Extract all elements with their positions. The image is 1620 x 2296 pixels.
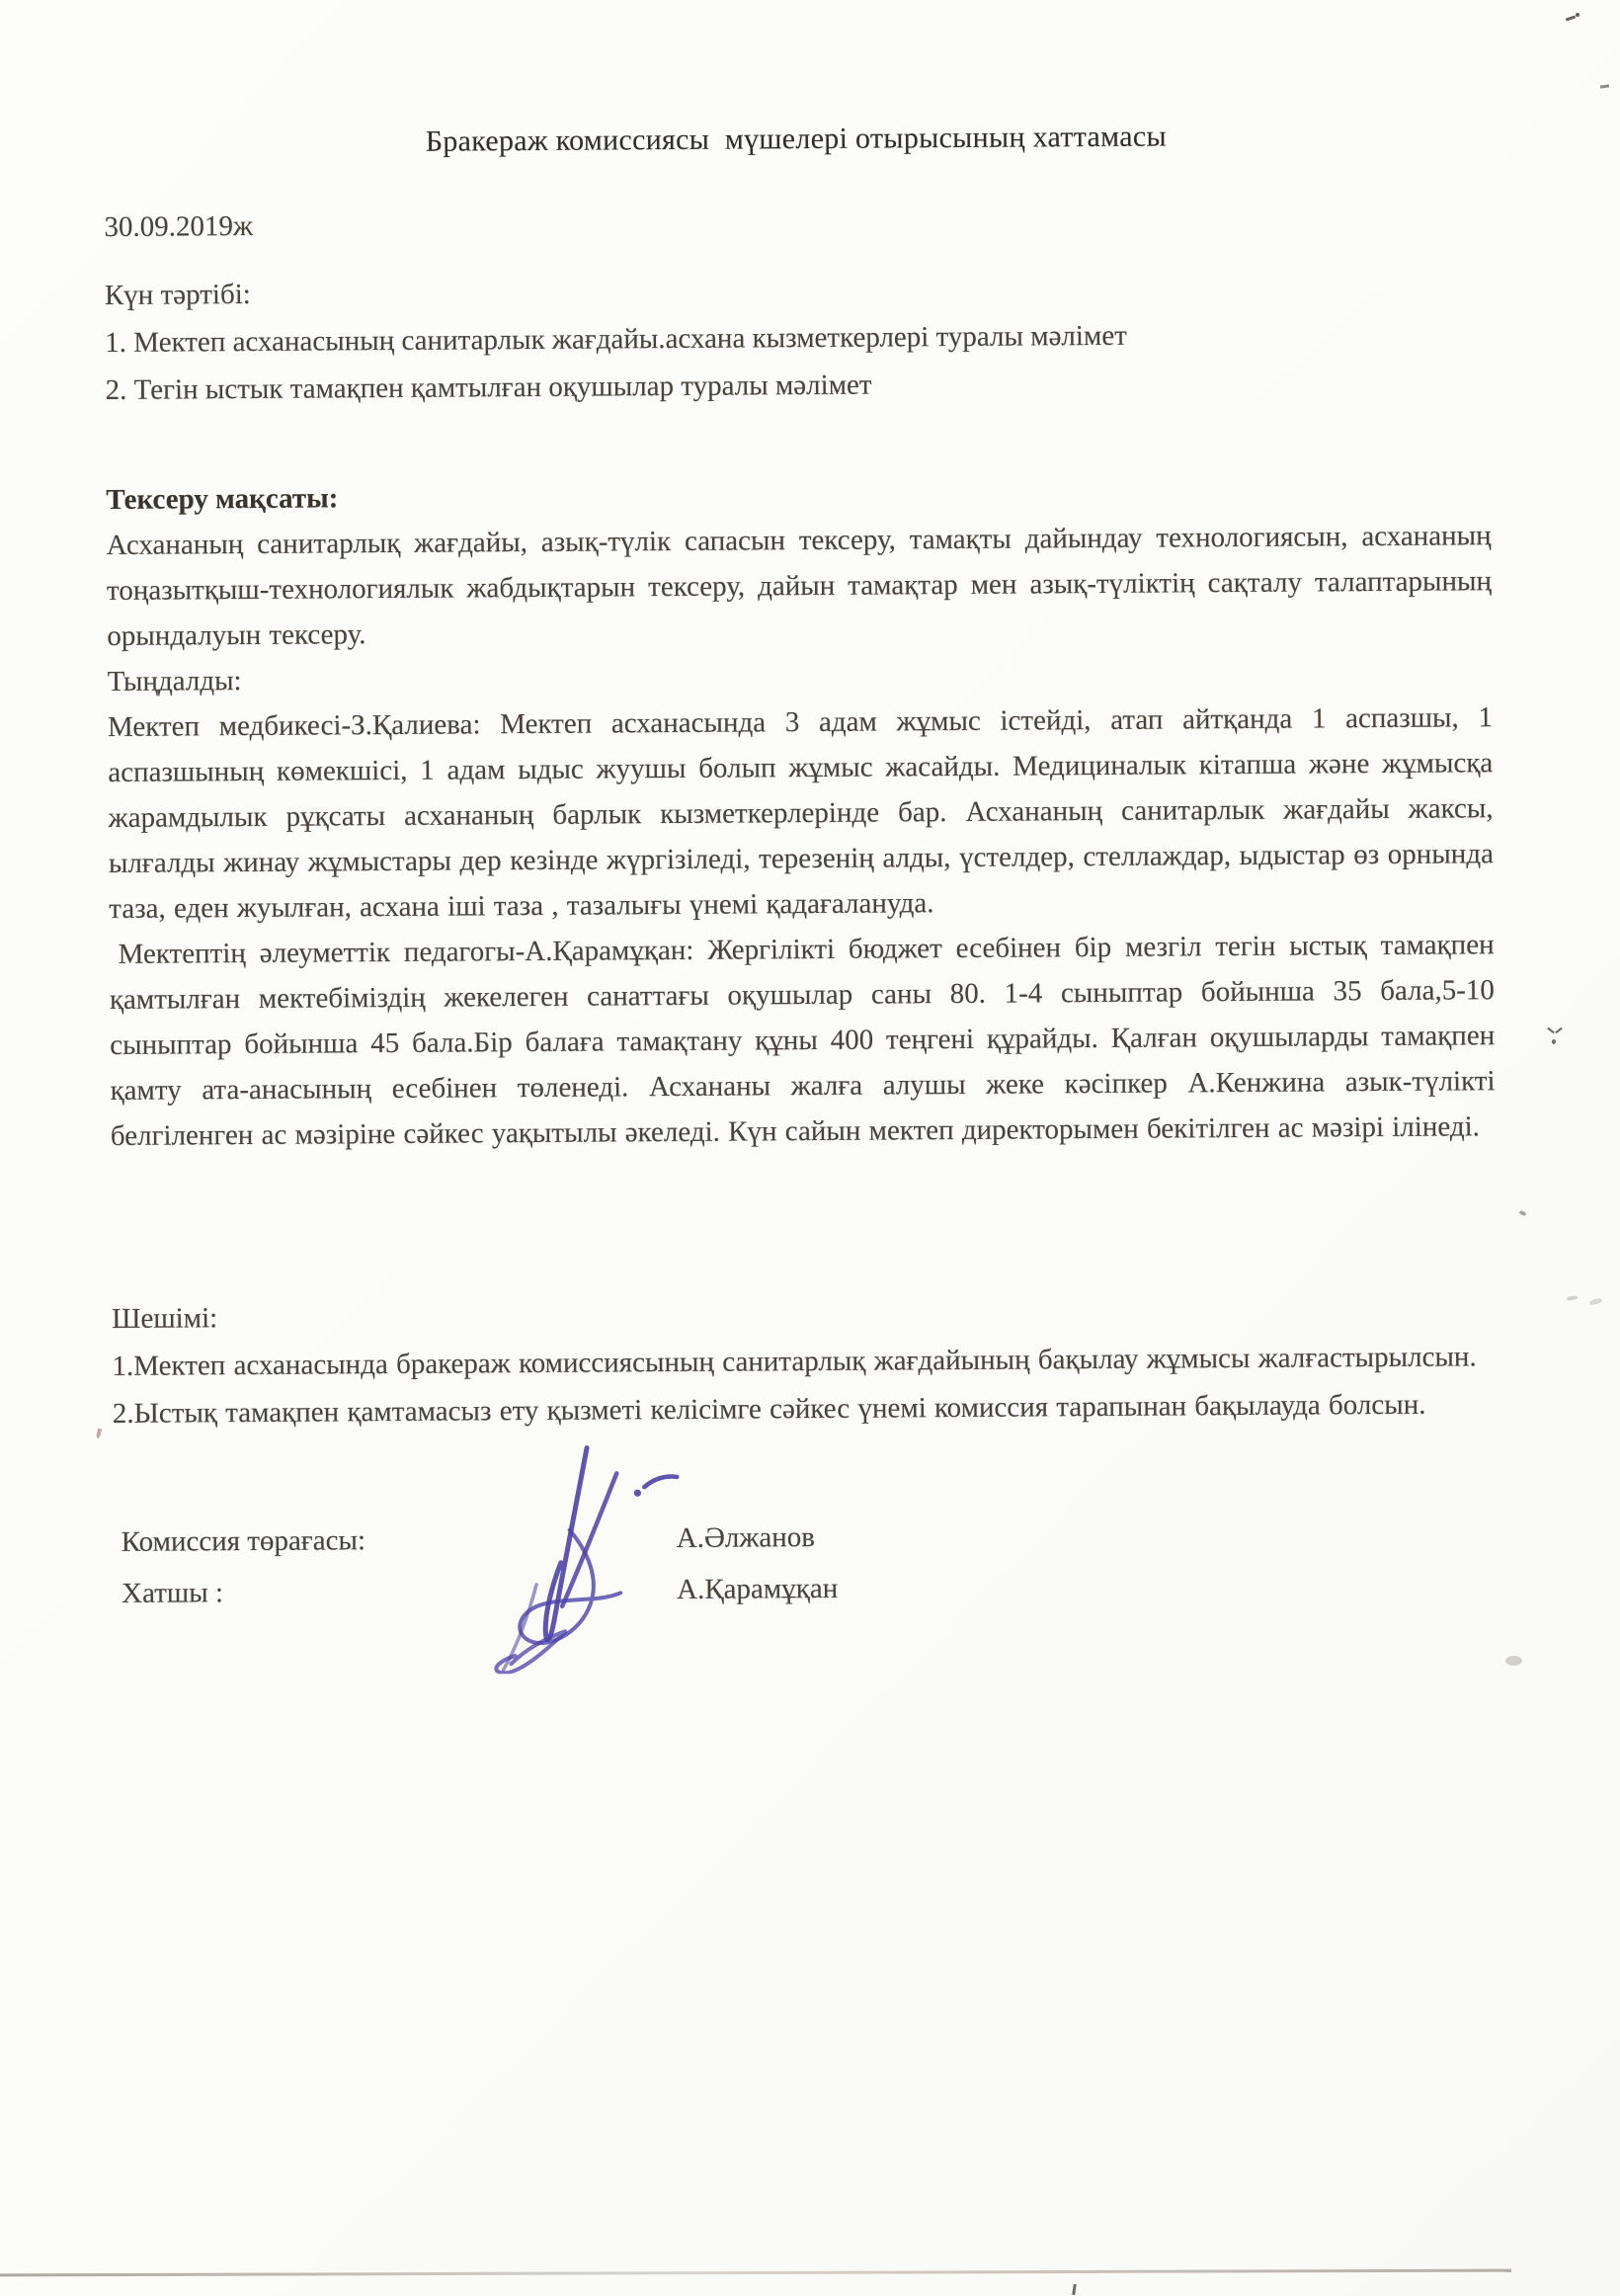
signature-row-secretary	[122, 1570, 1307, 1629]
signature-ink	[450, 1435, 711, 1675]
signature-section	[122, 1518, 1308, 1629]
heard-section	[107, 649, 1495, 1159]
decision-heading: Шешімі:	[112, 1302, 218, 1335]
decision-item-1: 1.Мектеп асханасында бракераж комиссиясының санитарлық жағдайының бақылау жұмысы жалғастырылсын.	[112, 1341, 1477, 1382]
scan-artifact-top-right-dot	[1576, 13, 1580, 17]
heard-paragraph-1: Мектеп медбикесі-З.Қалиева: Мектеп асханасында 3 адам жұмыс істейді, атап айтқанда 1 аспазшы, 1 аспазшының көмекшісі, 1 адам ыдыс жуушы болып жұмыс жасайды. Медициналык кітапша және жұмысқа жарамдылык рұқсаты асхананың барлык кызметкерлерінде бар. Асхананың санитарлык жағдайы жаксы, ылғалды жинау жұмыстары дер кезінде жүргізіледі, терезенің алды, үстелдер, стеллаждар, ыдыстар өз орнында таза, еден жуылған, асхана іші таза , тазалығы үнемі қадағалануда.	[107, 701, 1494, 925]
document-date: 30.09.2019ж	[104, 209, 254, 243]
scan-artifact-mid-dot	[1552, 1039, 1556, 1044]
decision-item-2: 2.Ыстық тамақпен қамтамасыз ету қызметі келісімге сәйкес үнемі комиссия тарапынан бақылауда болсын.	[112, 1388, 1426, 1430]
chairman-role-label: Комиссия төрағасы:	[121, 1524, 366, 1558]
decision-section	[112, 1285, 1498, 1437]
page-title: Бракераж комиссиясы мүшелері отырысының хаттамасы	[425, 120, 1167, 158]
purpose-text: Асхананың санитарлық жағдайы, азық-түлік сапасын тексеру, тамақты дайындау технологиясын, асхананың тоңазытқыш-технологиялык жабдықтарын тексеру, дайын тамақтар мен азық-түліктің сақталу талаптарының орындалуын тексеру.	[106, 520, 1493, 652]
chairman-name: А.Әлжанов	[676, 1520, 816, 1554]
agenda-heading: Күн тәртібі:	[104, 278, 251, 311]
agenda-item-1: 1. Мектеп асханасының санитарлык жағдайы.асхана кызметкерлері туралы мәлімет	[105, 319, 1127, 359]
signature-row-chairman	[122, 1518, 1307, 1578]
agenda-section	[105, 262, 1491, 414]
scan-artifact-smudge	[1505, 1656, 1522, 1666]
secretary-name: А.Қарамұқан	[676, 1572, 839, 1605]
heard-heading: Тыңдалды:	[107, 665, 242, 697]
secretary-role-label: Хатшы :	[121, 1577, 224, 1609]
purpose-heading: Тексеру мақсаты:	[106, 482, 339, 516]
heard-paragraph-2: Мектептің әлеуметтік педагогы-А.Қарамұқан: Жергілікті бюджет есебінен бір мезгіл тегін ыстық тамақпен қамтылған мектебіміздің жекелеген санаттағы оқушылар саны 80. 1-4 сыныптар бойынша 35 бала,5-10 сыныптар бойынша 45 бала.Бір балаға тамақтану құны 400 теңгені құрайды. Қалған оқушыларды тамақпен қамту ата-анасының есебінен төленеді. Асхананы жалға алушы жеке кәсіпкер А.Кенжина азык-түлікті белгіленген ас мәзіріне сәйкес уақытылы әкеледі. Күн сайын мектеп директорымен бекітілген ас мәзірі ілінеді.	[109, 929, 1496, 1152]
agenda-item-2: 2. Тегін ыстык тамақпен қамтылған оқушылар туралы мәлімет	[105, 369, 872, 406]
purpose-section	[106, 467, 1492, 659]
